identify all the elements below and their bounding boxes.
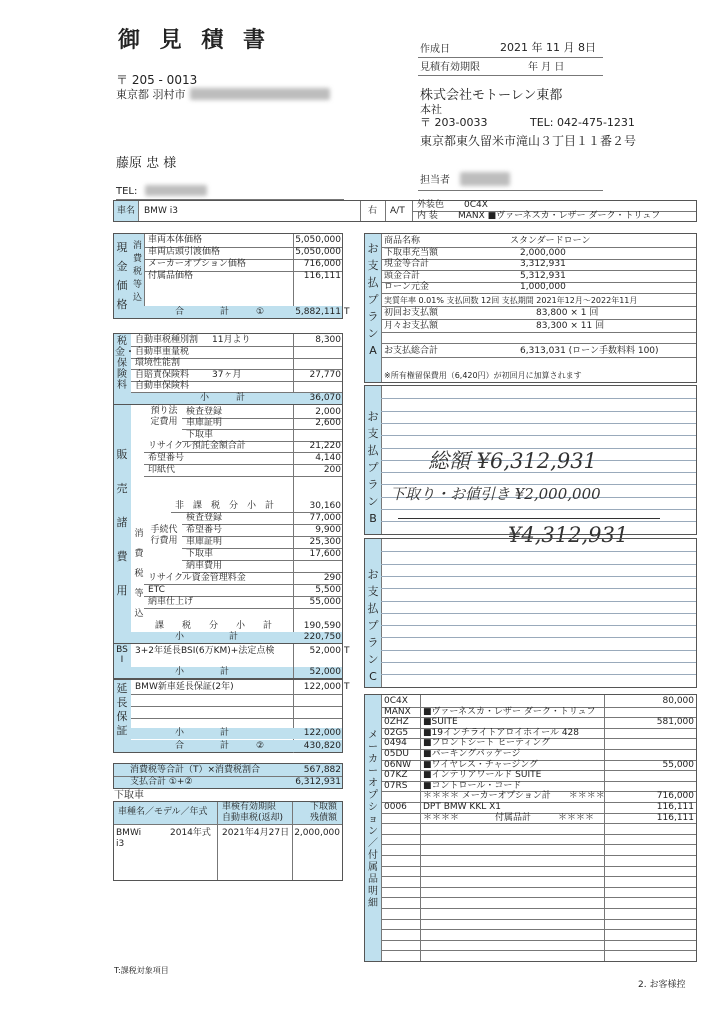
price-total-mark: T	[344, 307, 350, 317]
tax-row-label: 自動車税種別割	[135, 335, 199, 345]
plan-a-row-value: 1,000,000	[520, 282, 566, 292]
price-row-label: 車両店頭引渡価格	[148, 247, 221, 257]
option-row-line	[381, 897, 696, 898]
bsi-side-label: BSI	[116, 645, 128, 665]
plan-b-handwritten-tradein: 下取り・お値引き ¥2,000,000	[390, 485, 601, 503]
fee-row-value: 200	[323, 465, 341, 475]
plan-a-row-value: スタンダードローン	[510, 236, 591, 246]
fee-row-label: 下取車	[186, 549, 214, 559]
staff-label: 担当者	[420, 175, 450, 186]
fee-row-value: 5,500	[315, 585, 341, 595]
option-name: ■ワイヤレス・チャージング	[423, 759, 539, 770]
pay-total-label: 支払合計 ①+②	[130, 777, 193, 787]
option-code: MANX	[384, 706, 411, 717]
int-label: 内 装	[417, 211, 438, 221]
tax-total: 567,882	[303, 765, 341, 775]
warranty-subtotal-label: 小 計	[175, 728, 230, 738]
warranty-subtotal: 122,000	[303, 728, 341, 738]
plan-a-row-label: 商品名称	[384, 236, 421, 246]
tax-side-label: 税金・保険料	[115, 336, 135, 391]
option-code: 05DU	[384, 749, 409, 759]
plan-a-first: 83,800 × 1 回	[536, 308, 599, 318]
plan-a-monthly: 83,300 × 11 回	[536, 321, 605, 331]
option-code: 07KZ	[384, 770, 408, 781]
plan-c-line	[381, 625, 696, 626]
plan-c-line	[381, 637, 696, 638]
plan-a-note: ※所有権留保費用（6,420円）が初回月に加算されます	[384, 371, 582, 380]
price-row-value: 5,050,000	[295, 235, 341, 245]
option-name: ■インテリアワールド SUITE	[423, 770, 542, 781]
plan-c-side-label: お支払プランC	[367, 568, 379, 683]
tax-row-extra: 11月より	[212, 335, 251, 345]
fee-row-label: ETC	[148, 585, 165, 595]
plan-a-rate: 実質年率 0.01% 支払回数 12回 支払期間 2021年12月～2022年11月	[384, 296, 638, 305]
plan-a-monthly-label: 月々お支払額	[384, 321, 439, 331]
plan-a-row-value: 5,312,931	[520, 270, 566, 281]
option-code: 02G5	[384, 727, 409, 738]
fee-row-line	[144, 608, 342, 609]
car-trans: A/T	[390, 206, 405, 216]
plan-a-first-label: 初回お支払額	[384, 308, 439, 318]
price-row-value: 716,000	[303, 259, 341, 269]
valid-label: 見積有効期限	[420, 62, 480, 73]
footer-copy: 2. お客様控	[638, 980, 686, 990]
plan-a-side-label: お支払プランA	[367, 242, 379, 357]
company-branch: 本社	[420, 103, 442, 116]
fee-row-value: 77,000	[309, 513, 341, 523]
plan-b-line	[381, 423, 696, 424]
tax-row-label: 自動車保険料	[135, 381, 190, 391]
fees-subtotal-label: 小 計	[175, 632, 239, 642]
option-row-line	[381, 908, 696, 909]
fee-row-label: 下取車	[186, 430, 214, 440]
fee-row-value: 30,160	[309, 501, 341, 511]
tax-row-label: 環境性能割	[135, 358, 181, 368]
warranty-item: BMW新車延長保証(2年)	[135, 682, 234, 692]
tradein-amount: 2,000,000	[294, 828, 340, 838]
price-row-label: メーカーオプション価格	[148, 259, 246, 269]
address-blur	[190, 88, 330, 100]
tax-row-label: 自賠責保険料	[135, 369, 190, 380]
tradein-col2: 車検有効期限 自動車税(返却)	[222, 802, 284, 823]
warranty-value: 122,000	[303, 682, 341, 692]
plan-c-line	[381, 564, 696, 565]
option-row-line	[381, 950, 696, 951]
tradein-year: 2014年式	[170, 828, 211, 838]
fee-row-line	[144, 476, 342, 477]
fee-row-value: 2,000	[315, 407, 341, 417]
tel-blur	[145, 185, 207, 196]
option-value: 55,000	[662, 759, 694, 770]
pay-total: 6,312,931	[295, 777, 341, 787]
options-side-label: メーカーオプション／付属品明細	[368, 730, 378, 909]
option-code: 0494	[384, 738, 407, 749]
plan-c-line	[381, 613, 696, 614]
fees-group-b: 消費税等込	[134, 529, 144, 619]
fee-row-label: 印紙代	[148, 465, 176, 475]
option-code: 07RS	[384, 780, 408, 791]
fees-side-label: 販売諸費用	[116, 448, 128, 597]
bsi-subtotal-label: 小 計	[175, 667, 230, 677]
price-row-value: 116,111	[303, 271, 341, 281]
price-row-label: 付属品価格	[148, 271, 194, 281]
ext-label: 外装色	[417, 200, 445, 210]
plan-b-line	[381, 398, 696, 399]
option-value: 116,111	[656, 812, 694, 823]
document-title: 御 見 積 書	[118, 28, 271, 53]
option-name: ＊＊＊＊ 付属品計 ＊＊＊＊	[423, 812, 595, 823]
plan-a-row-label: 現金等合計	[384, 259, 430, 269]
option-name: ■19インチライトアロイホイール 428	[423, 727, 580, 738]
option-name: ■コントロール・コード	[423, 780, 522, 791]
tradein-col1: 車種名／モデル／年式	[118, 807, 208, 817]
footer-note: T:課税対象項目	[114, 966, 169, 975]
bsi-subtotal: 52,000	[309, 667, 341, 677]
company-address: 東京都東久留米市滝山３丁目１１番２号	[420, 134, 637, 148]
bsi-mark: T	[344, 646, 350, 656]
plan-b-handwritten-total: 総額 ¥6,312,931	[428, 449, 597, 473]
tradein-expiry: 2021年4月27日	[222, 828, 290, 838]
car-handle: 右	[368, 206, 378, 216]
option-row-line	[381, 940, 696, 941]
option-code: 0ZHZ	[384, 717, 409, 728]
plan-c-line	[381, 576, 696, 577]
option-value: 80,000	[662, 696, 694, 706]
fee-row-label: 希望番号	[148, 453, 185, 463]
fee-row-value: 190,590	[303, 621, 341, 631]
plan-c-line	[381, 650, 696, 651]
tradein-col3: 下取額 残債額	[310, 802, 338, 823]
price-row-label: 車両本体価格	[148, 235, 203, 245]
option-value: 716,000	[656, 791, 694, 802]
customer-postal: 〒 205 - 0013	[116, 73, 198, 87]
created-label: 作成日	[420, 44, 450, 55]
option-name: ■SUITE	[423, 717, 458, 728]
fee-row-label: 課 税 分 小 計	[155, 621, 273, 631]
option-name: ■フロントシート ヒーティング	[423, 738, 551, 749]
warranty-side-label: 延長保証	[116, 682, 128, 737]
created-date: 2021 年 11 月 8日	[500, 41, 596, 54]
option-row-line	[381, 876, 696, 877]
tradein-title: 下取車	[114, 790, 144, 801]
bsi-value: 52,000	[309, 646, 341, 656]
fee-row-value: 25,300	[309, 537, 341, 547]
option-row-line	[381, 855, 696, 856]
grand-total: 430,820	[303, 741, 341, 751]
plan-c-line	[381, 601, 696, 602]
tax-row-extra: 37ヶ月	[212, 369, 242, 380]
company-tel: TEL: 042-475-1231	[530, 116, 635, 129]
plan-a-total: 6,313,031 (ローン手数料料 100)	[520, 346, 659, 356]
company-postal: 〒 203-0033	[420, 116, 488, 129]
fee-row-value: 290	[323, 573, 341, 583]
tax-total-label: 消費税等合計（T）×消費税割合	[130, 765, 261, 775]
option-row-line	[381, 919, 696, 920]
fee-row-value: 21,220	[309, 441, 341, 451]
plan-c-line	[381, 588, 696, 589]
price-total-label: 合 計 ①	[175, 307, 265, 317]
fees-subtotal: 220,750	[303, 632, 341, 642]
plan-b-line	[381, 411, 696, 412]
tax-subtotal-label: 小 計	[200, 393, 246, 403]
grand-total-label: 合 計 ②	[175, 741, 265, 751]
option-row-line	[381, 844, 696, 845]
customer-address: 東京都 羽村市	[116, 88, 186, 101]
fee-row-label: 検査登録	[186, 513, 223, 523]
valid-date: 年 月 日	[528, 62, 565, 73]
int-color: MANX ■ヴァーネスカ・レザー ダーク・トリュフ	[458, 211, 661, 221]
plan-b-underline	[398, 518, 660, 519]
price-total: 5,882,111	[295, 307, 341, 317]
tax-row-label: 自動車重量税	[135, 346, 190, 357]
fee-row-label: 希望番号	[186, 525, 223, 535]
price-row-value: 5,050,000	[295, 247, 341, 257]
option-row-line	[381, 929, 696, 930]
fee-row-label: 車庫証明	[186, 537, 223, 547]
tax-row-value: 8,300	[315, 335, 341, 345]
option-code: 0C4X	[384, 696, 408, 706]
plan-a-row-label: 下取車充当額	[384, 247, 439, 258]
customer-name: 藤原 忠 様	[116, 156, 177, 171]
fee-row-value: 4,140	[315, 453, 341, 463]
option-code: 06NW	[384, 759, 412, 770]
plan-c-line	[381, 551, 696, 552]
fee-row-value: 17,600	[309, 549, 341, 559]
plan-c-line	[381, 674, 696, 675]
option-value: 581,000	[656, 717, 694, 728]
fee-row-label: 検査登録	[186, 407, 223, 417]
option-row-line	[381, 866, 696, 867]
bsi-item: 3+2年延長BSI(6万KM)+法定点検	[135, 646, 275, 656]
fee-row-label: リサイクル資金管理料金	[148, 573, 246, 583]
fees-group-a: 預り法定費用	[150, 406, 178, 427]
option-code: 0006	[384, 802, 407, 812]
plan-a-row-label: 頭金合計	[384, 270, 421, 281]
plan-a-row-value: 2,000,000	[520, 247, 566, 258]
fees-group-c: 手続代行費用	[150, 525, 178, 546]
fee-row-value: 55,000	[309, 597, 341, 607]
price-side-label: 現金価格	[116, 241, 128, 311]
fee-row-label: 納車費用	[186, 561, 223, 571]
plan-a-total-label: お支払総合計	[384, 346, 439, 356]
fee-row-value: 9,900	[315, 525, 341, 535]
fee-row-label: 車庫証明	[186, 418, 223, 428]
fee-row-value: 2,600	[315, 418, 341, 428]
plan-a-row-value: 3,312,931	[520, 259, 566, 269]
fee-row-label: 非 課 税 分 小 計	[175, 501, 275, 511]
plan-b-line	[381, 435, 696, 436]
warranty-mark: T	[344, 682, 350, 692]
tax-row-value: 27,770	[309, 369, 341, 380]
fee-row-label: リサイクル預託金額合計	[148, 441, 246, 451]
option-name: ＊＊＊＊ メーカーオプション計 ＊＊＊＊	[423, 791, 605, 802]
plan-b-side-label: お支払プランB	[367, 410, 379, 525]
company-name: 株式会社モトーレン東都	[420, 88, 563, 103]
option-row-line	[381, 887, 696, 888]
plan-a-row-label: ローン元金	[384, 282, 429, 292]
customer-tel-label: TEL:	[116, 186, 138, 197]
price-sub-label: 消費税等込	[132, 241, 142, 303]
fee-row-label: 納車仕上げ	[148, 597, 194, 607]
ext-color: 0C4X	[464, 200, 488, 210]
plan-b-line	[381, 509, 696, 510]
staff-blur	[460, 172, 510, 186]
plan-b-handwritten-result: ¥4,312,931	[508, 523, 629, 547]
car-model: BMW i3	[144, 206, 178, 216]
option-name: ■パーキングパッケージ	[423, 749, 521, 759]
tradein-name: BMWi i3	[116, 828, 142, 849]
option-value: 116,111	[656, 802, 694, 812]
plan-a-row-line	[381, 293, 696, 294]
option-name: DPT BMW KKL X1	[423, 802, 501, 812]
plan-c-line	[381, 662, 696, 663]
tax-subtotal: 36,070	[309, 393, 341, 403]
option-name: ■ヴァーネスカ・レザー ダーク・トリュフ	[423, 706, 596, 717]
option-row-line	[381, 834, 696, 835]
car-model-label: 車名	[117, 206, 136, 216]
option-row-line	[381, 823, 696, 824]
